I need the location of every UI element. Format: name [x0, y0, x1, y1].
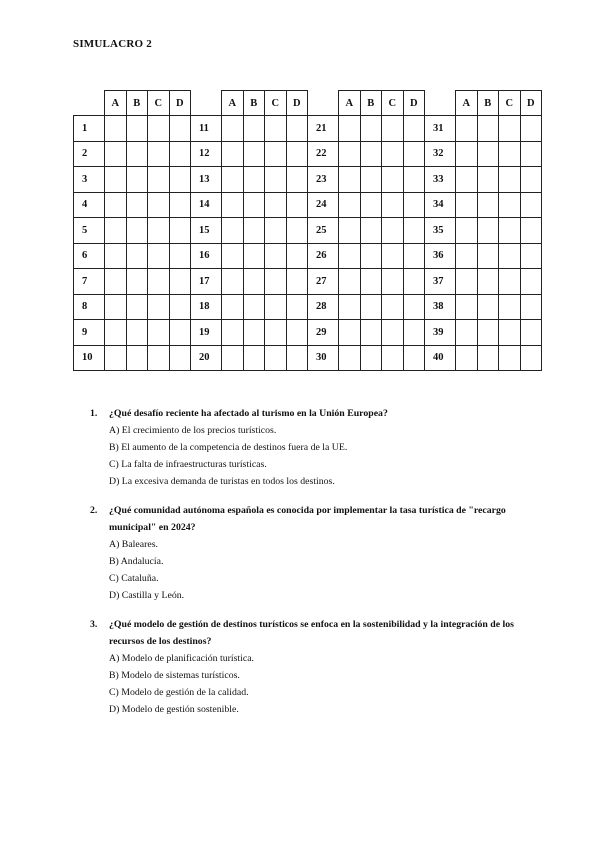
grid-header-option: B [477, 91, 499, 116]
answer-cell[interactable] [148, 320, 170, 346]
grid-header-option: C [265, 91, 287, 116]
answer-cell[interactable] [339, 116, 361, 142]
answer-cell[interactable] [286, 345, 308, 371]
answer-cell[interactable] [403, 116, 425, 142]
grid-question-number: 31 [425, 116, 456, 142]
answer-cell[interactable] [339, 167, 361, 193]
grid-question-number: 16 [191, 243, 222, 269]
answer-cell[interactable] [126, 294, 148, 320]
answer-cell[interactable] [243, 192, 265, 218]
grid-header-option: D [169, 91, 191, 116]
grid-row [74, 218, 542, 244]
answer-cell[interactable] [499, 320, 521, 346]
answer-cell[interactable] [105, 294, 127, 320]
grid-row [74, 345, 542, 371]
grid-row [74, 294, 542, 320]
answer-cell[interactable] [520, 243, 542, 269]
answer-cell[interactable] [169, 141, 191, 167]
grid-question-number: 21 [308, 116, 339, 142]
answer-cell[interactable] [243, 243, 265, 269]
answer-cell[interactable] [520, 269, 542, 295]
answer-cell[interactable] [243, 345, 265, 371]
answer-cell[interactable] [105, 269, 127, 295]
answer-cell[interactable] [105, 141, 127, 167]
answer-cell[interactable] [148, 294, 170, 320]
grid-question-number: 34 [425, 192, 456, 218]
answer-cell[interactable] [126, 167, 148, 193]
answer-cell[interactable] [265, 141, 287, 167]
answer-cell[interactable] [126, 320, 148, 346]
answer-cell[interactable] [126, 116, 148, 142]
grid-question-number: 24 [308, 192, 339, 218]
answer-cell[interactable] [360, 320, 382, 346]
answer-option[interactable]: C) Modelo de gestión de la calidad. [109, 687, 249, 698]
answer-cell[interactable] [382, 116, 404, 142]
grid-question-number: 15 [191, 218, 222, 244]
grid-question-number: 37 [425, 269, 456, 295]
answer-option[interactable]: C) La falta de infraestructuras turísticas. [109, 459, 267, 470]
grid-question-number: 6 [74, 243, 105, 269]
grid-question-number: 32 [425, 141, 456, 167]
grid-question-number: 33 [425, 167, 456, 193]
answer-cell[interactable] [286, 294, 308, 320]
answer-cell[interactable] [105, 192, 127, 218]
answer-option[interactable]: C) Cataluña. [109, 573, 159, 584]
grid-question-number: 38 [425, 294, 456, 320]
grid-header-option: D [520, 91, 542, 116]
answer-cell[interactable] [169, 116, 191, 142]
grid-row [74, 116, 542, 142]
answer-cell[interactable] [105, 320, 127, 346]
answer-option[interactable]: D) Modelo de gestión sostenible. [109, 704, 239, 715]
answer-cell[interactable] [222, 345, 244, 371]
grid-question-number: 35 [425, 218, 456, 244]
grid-header-option: B [243, 91, 265, 116]
answer-option[interactable]: B) El aumento de la competencia de destinos fuera de la UE. [109, 442, 348, 453]
grid-header-option: D [403, 91, 425, 116]
answer-cell[interactable] [499, 294, 521, 320]
grid-row [74, 320, 542, 346]
grid-question-number: 1 [74, 116, 105, 142]
answer-cell[interactable] [148, 141, 170, 167]
answer-cell[interactable] [520, 116, 542, 142]
answer-cell[interactable] [169, 345, 191, 371]
grid-question-number: 11 [191, 116, 222, 142]
answer-cell[interactable] [286, 218, 308, 244]
answer-cell[interactable] [286, 269, 308, 295]
answer-cell[interactable] [520, 345, 542, 371]
answer-cell[interactable] [222, 269, 244, 295]
grid-question-number: 26 [308, 243, 339, 269]
answer-cell[interactable] [105, 218, 127, 244]
answer-cell[interactable] [243, 167, 265, 193]
answer-cell[interactable] [477, 320, 499, 346]
grid-question-number: 29 [308, 320, 339, 346]
answer-cell[interactable] [148, 345, 170, 371]
answer-cell[interactable] [265, 192, 287, 218]
answer-cell[interactable] [520, 167, 542, 193]
grid-question-number: 23 [308, 167, 339, 193]
answer-cell[interactable] [456, 116, 478, 142]
answer-cell[interactable] [339, 243, 361, 269]
answer-cell[interactable] [222, 243, 244, 269]
answer-cell[interactable] [243, 116, 265, 142]
question-text: ¿Qué modelo de gestión de destinos turísticos se enfoca en la sostenibilidad y la integración de los recursos de los destinos? [109, 619, 514, 647]
answer-option[interactable]: A) Modelo de planificación turística. [109, 653, 255, 664]
answer-cell[interactable] [403, 167, 425, 193]
grid-header-blank [74, 91, 105, 116]
answer-cell[interactable] [456, 141, 478, 167]
answer-cell[interactable] [339, 192, 361, 218]
answer-cell[interactable] [286, 167, 308, 193]
answer-cell[interactable] [126, 141, 148, 167]
grid-row [74, 243, 542, 269]
answer-cell[interactable] [265, 218, 287, 244]
grid-header-option: C [499, 91, 521, 116]
answer-cell[interactable] [520, 141, 542, 167]
grid-question-number: 28 [308, 294, 339, 320]
answer-cell[interactable] [499, 116, 521, 142]
answer-cell[interactable] [477, 345, 499, 371]
grid-question-number: 36 [425, 243, 456, 269]
question-text: ¿Qué comunidad autónoma española es conocida por implementar la tasa turística de "recargo municipal" en 2024? [109, 505, 506, 533]
answer-cell[interactable] [520, 192, 542, 218]
document-title: SIMULACRO 2 [73, 38, 152, 50]
answer-cell[interactable] [456, 320, 478, 346]
answer-cell[interactable] [265, 167, 287, 193]
answer-cell[interactable] [499, 345, 521, 371]
question-item [90, 502, 530, 604]
grid-question-number: 4 [74, 192, 105, 218]
answer-cell[interactable] [382, 320, 404, 346]
grid-question-number: 9 [74, 320, 105, 346]
answer-cell[interactable] [382, 141, 404, 167]
answer-cell[interactable] [456, 243, 478, 269]
answer-cell[interactable] [382, 243, 404, 269]
answer-cell[interactable] [360, 345, 382, 371]
grid-question-number: 5 [74, 218, 105, 244]
answer-cell[interactable] [403, 141, 425, 167]
answer-cell[interactable] [403, 218, 425, 244]
question-item [90, 616, 530, 718]
grid-question-number: 30 [308, 345, 339, 371]
question-text: ¿Qué desafío reciente ha afectado al turismo en la Unión Europea? [109, 408, 388, 419]
answer-cell[interactable] [382, 218, 404, 244]
grid-question-number: 2 [74, 141, 105, 167]
answer-cell[interactable] [520, 218, 542, 244]
answer-cell[interactable] [126, 269, 148, 295]
grid-header-option: D [286, 91, 308, 116]
answer-cell[interactable] [243, 320, 265, 346]
grid-header-option: C [148, 91, 170, 116]
answer-cell[interactable] [382, 294, 404, 320]
answer-cell[interactable] [169, 294, 191, 320]
grid-question-number: 13 [191, 167, 222, 193]
answer-cell[interactable] [403, 345, 425, 371]
grid-header-option: B [126, 91, 148, 116]
answer-cell[interactable] [222, 192, 244, 218]
answer-cell[interactable] [148, 192, 170, 218]
grid-row [74, 269, 542, 295]
answer-cell[interactable] [477, 141, 499, 167]
answer-cell[interactable] [360, 167, 382, 193]
grid-question-number: 20 [191, 345, 222, 371]
answer-cell[interactable] [499, 269, 521, 295]
grid-header-option: B [360, 91, 382, 116]
answer-cell[interactable] [339, 269, 361, 295]
answer-cell[interactable] [265, 320, 287, 346]
answer-cell[interactable] [222, 116, 244, 142]
answer-cell[interactable] [265, 269, 287, 295]
answer-cell[interactable] [169, 243, 191, 269]
answer-option[interactable]: D) Castilla y León. [109, 590, 185, 601]
answer-cell[interactable] [265, 345, 287, 371]
answer-cell[interactable] [520, 320, 542, 346]
question-heading [90, 405, 530, 422]
answer-cell[interactable] [105, 243, 127, 269]
answer-option[interactable]: A) El crecimiento de los precios turísticos. [109, 425, 277, 436]
answer-cell[interactable] [286, 243, 308, 269]
answer-cell[interactable] [222, 141, 244, 167]
grid-row [74, 192, 542, 218]
grid-row [74, 167, 542, 193]
question-number: 2. [90, 505, 98, 516]
grid-header-blank [308, 91, 339, 116]
answer-cell[interactable] [360, 116, 382, 142]
answer-cell[interactable] [243, 269, 265, 295]
grid-question-number: 40 [425, 345, 456, 371]
answer-cell[interactable] [499, 141, 521, 167]
answer-cell[interactable] [265, 294, 287, 320]
answer-cell[interactable] [169, 269, 191, 295]
answer-cell[interactable] [403, 192, 425, 218]
answer-cell[interactable] [243, 141, 265, 167]
answer-cell[interactable] [456, 192, 478, 218]
answer-cell[interactable] [339, 294, 361, 320]
answer-option[interactable]: A) Baleares. [109, 539, 158, 550]
answer-cell[interactable] [126, 345, 148, 371]
grid-question-number: 39 [425, 320, 456, 346]
answer-cell[interactable] [360, 192, 382, 218]
answer-cell[interactable] [360, 294, 382, 320]
answer-grid [73, 90, 542, 371]
option-list [109, 536, 530, 604]
grid-row [74, 141, 542, 167]
grid-header-option: A [456, 91, 478, 116]
grid-header-row [74, 91, 542, 116]
option-list [109, 422, 530, 490]
answer-cell[interactable] [169, 320, 191, 346]
answer-cell[interactable] [477, 294, 499, 320]
answer-cell[interactable] [456, 218, 478, 244]
grid-question-number: 7 [74, 269, 105, 295]
question-heading [90, 616, 530, 650]
answer-cell[interactable] [403, 243, 425, 269]
answer-cell[interactable] [105, 116, 127, 142]
answer-cell[interactable] [360, 218, 382, 244]
answer-cell[interactable] [499, 167, 521, 193]
grid-question-number: 19 [191, 320, 222, 346]
question-list [90, 405, 530, 730]
answer-cell[interactable] [222, 320, 244, 346]
answer-cell[interactable] [339, 320, 361, 346]
answer-cell[interactable] [477, 116, 499, 142]
grid-question-number: 10 [74, 345, 105, 371]
answer-cell[interactable] [222, 167, 244, 193]
answer-cell[interactable] [477, 243, 499, 269]
grid-question-number: 18 [191, 294, 222, 320]
answer-cell[interactable] [148, 167, 170, 193]
grid-header-option: C [382, 91, 404, 116]
grid-header-option: A [222, 91, 244, 116]
grid-question-number: 22 [308, 141, 339, 167]
answer-cell[interactable] [456, 269, 478, 295]
answer-cell[interactable] [339, 218, 361, 244]
answer-cell[interactable] [126, 218, 148, 244]
question-number: 1. [90, 408, 98, 419]
answer-cell[interactable] [148, 243, 170, 269]
answer-cell[interactable] [456, 167, 478, 193]
answer-cell[interactable] [286, 141, 308, 167]
answer-cell[interactable] [477, 192, 499, 218]
answer-cell[interactable] [169, 192, 191, 218]
answer-cell[interactable] [243, 218, 265, 244]
answer-cell[interactable] [382, 167, 404, 193]
question-item [90, 405, 530, 490]
answer-cell[interactable] [265, 116, 287, 142]
option-list [109, 650, 530, 718]
grid-question-number: 25 [308, 218, 339, 244]
answer-cell[interactable] [339, 141, 361, 167]
answer-cell[interactable] [456, 294, 478, 320]
answer-cell[interactable] [360, 269, 382, 295]
answer-cell[interactable] [286, 116, 308, 142]
answer-cell[interactable] [499, 192, 521, 218]
answer-cell[interactable] [403, 269, 425, 295]
answer-option[interactable]: D) La excesiva demanda de turistas en todos los destinos. [109, 476, 335, 487]
grid-question-number: 14 [191, 192, 222, 218]
answer-cell[interactable] [382, 269, 404, 295]
grid-header-blank [425, 91, 456, 116]
question-number: 3. [90, 619, 98, 630]
answer-cell[interactable] [265, 243, 287, 269]
grid-header-option: A [105, 91, 127, 116]
answer-cell[interactable] [339, 345, 361, 371]
answer-cell[interactable] [477, 167, 499, 193]
answer-option[interactable]: B) Modelo de sistemas turísticos. [109, 670, 240, 681]
answer-cell[interactable] [148, 116, 170, 142]
answer-cell[interactable] [403, 320, 425, 346]
grid-question-number: 27 [308, 269, 339, 295]
grid-header-blank [191, 91, 222, 116]
answer-cell[interactable] [222, 218, 244, 244]
answer-cell[interactable] [148, 218, 170, 244]
question-heading [90, 502, 530, 536]
answer-cell[interactable] [520, 294, 542, 320]
answer-cell[interactable] [243, 294, 265, 320]
answer-cell[interactable] [105, 345, 127, 371]
answer-cell[interactable] [456, 345, 478, 371]
answer-cell[interactable] [105, 167, 127, 193]
grid-header-option: A [339, 91, 361, 116]
grid-question-number: 3 [74, 167, 105, 193]
answer-cell[interactable] [477, 269, 499, 295]
answer-cell[interactable] [382, 192, 404, 218]
grid-question-number: 12 [191, 141, 222, 167]
answer-cell[interactable] [148, 269, 170, 295]
answer-option[interactable]: B) Andalucía. [109, 556, 164, 567]
answer-cell[interactable] [286, 320, 308, 346]
answer-cell[interactable] [126, 192, 148, 218]
answer-cell[interactable] [222, 294, 244, 320]
answer-cell[interactable] [382, 345, 404, 371]
grid-question-number: 8 [74, 294, 105, 320]
answer-cell[interactable] [169, 218, 191, 244]
answer-cell[interactable] [126, 243, 148, 269]
answer-cell[interactable] [499, 218, 521, 244]
answer-cell[interactable] [169, 167, 191, 193]
grid-question-number: 17 [191, 269, 222, 295]
answer-cell[interactable] [403, 294, 425, 320]
answer-cell[interactable] [360, 243, 382, 269]
answer-cell[interactable] [499, 243, 521, 269]
answer-cell[interactable] [360, 141, 382, 167]
answer-cell[interactable] [477, 218, 499, 244]
answer-cell[interactable] [286, 192, 308, 218]
